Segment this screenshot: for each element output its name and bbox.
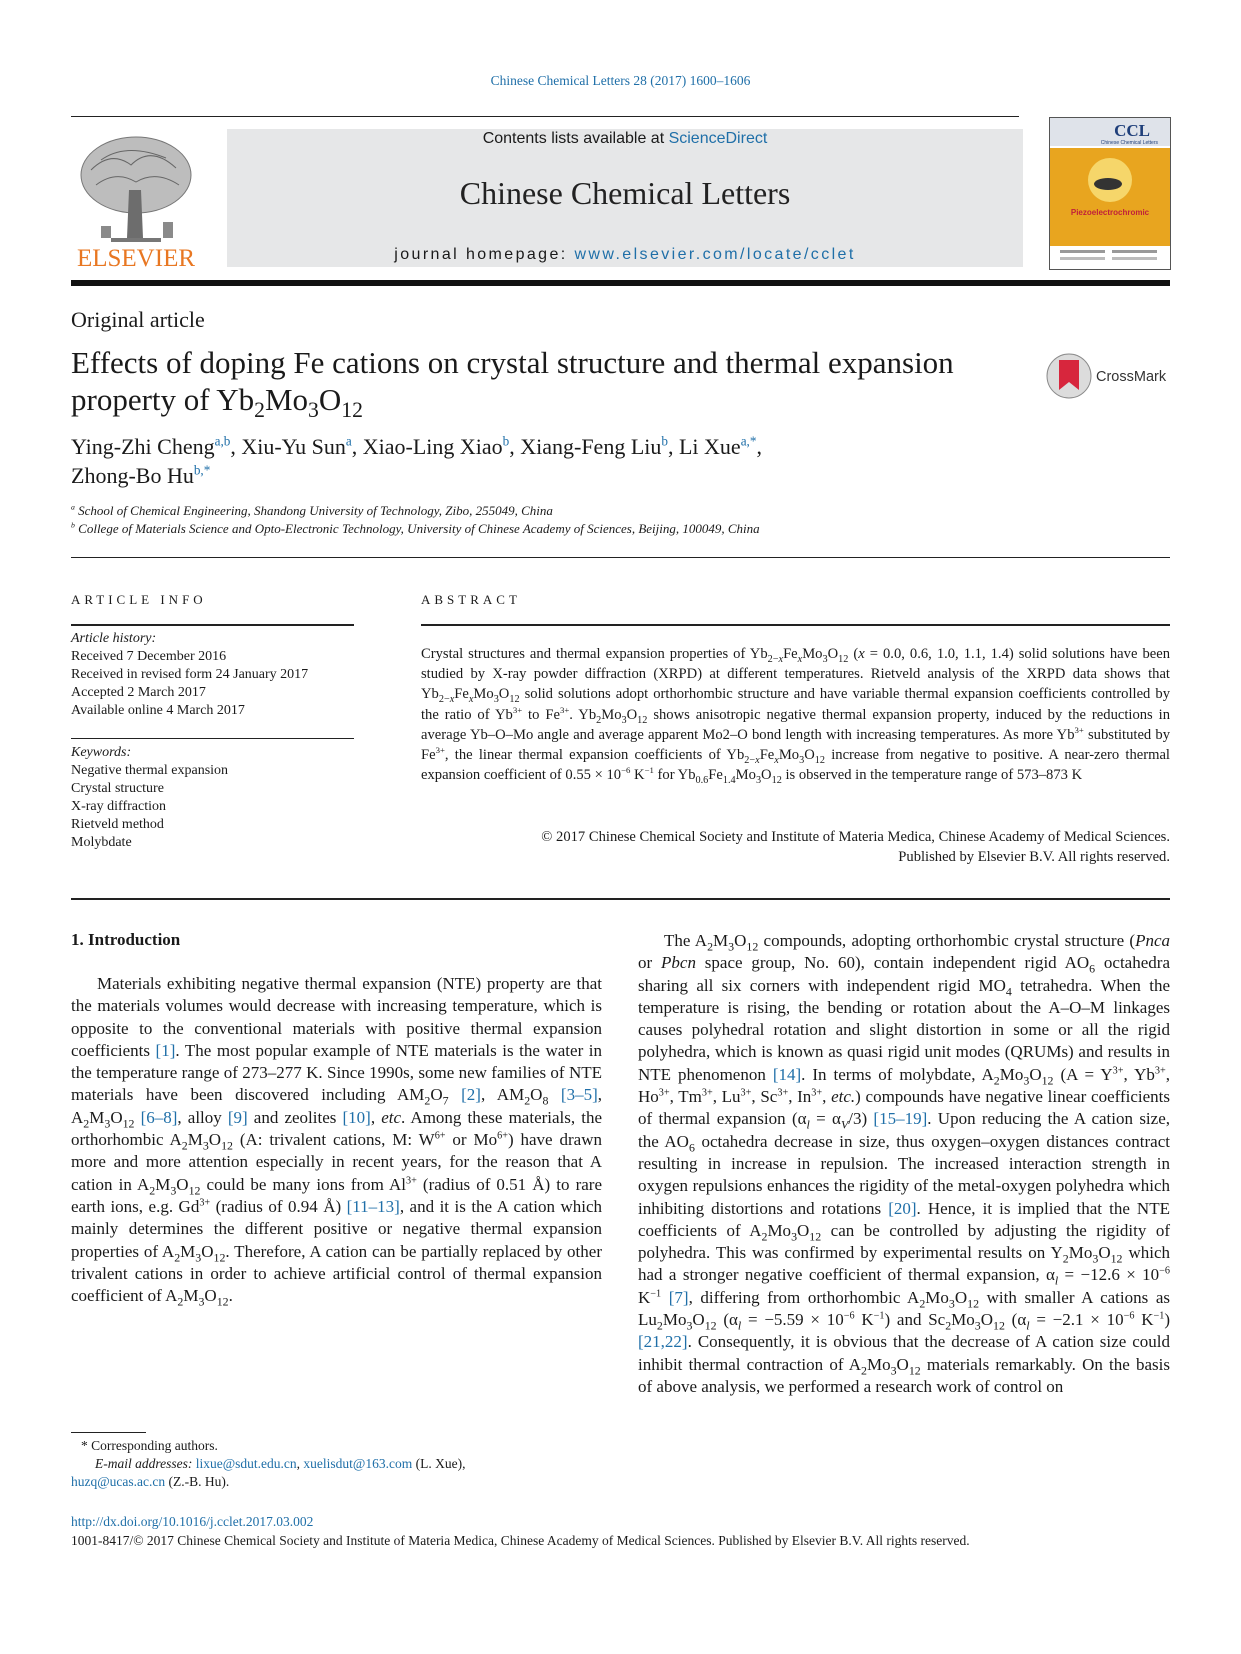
affiliation-b: $^b$ College of Materials Science and Opto-Electronic Technology, University of Chinese Academy of Sciences, Beijing, 100049, China [71,520,760,536]
abstract-copyright [421,827,1170,867]
email-note-cont: huzq@ucas.ac.cn (Z.-B. Hu). [71,1474,230,1489]
abstract-rule [421,624,1170,626]
cover-banner: Piezoelectrochromic [1070,208,1150,217]
citation-link[interactable]: [11–13] [346,1196,400,1216]
cover-title: CCL [1114,121,1150,140]
author[interactable]: Ying-Zhi Cheng$^{a,b}$ [71,433,231,459]
keywords-rule [71,738,354,739]
author[interactable]: Zhong-Bo Hu$^{b,*}$ [71,462,211,488]
doi-link[interactable]: http://dx.doi.org/10.1016/j.cclet.2017.03.002 [71,1514,314,1529]
history-label: Article history: [71,631,157,646]
body-column-right: The $A_2M_3O_{12}$ compounds, adopting orthorhombic crystal structure (Pnca or Pbcn space group, No. 60), contain independent rigid $AO_6$ octahedra sharing all six corners with independent rigid $MO_4$ tetrahedra. When the temperature is rising, the bending or rotation about the A–O–M linkages causes polyhedral rotation and slight distortion in some or all the rigid polyhedra, which is known as quasi rigid unit modes (QRUMs) and results in NTE phenomenon [14]. In terms of molybdate, $A_2Mo_3O_{12}$ ($A = Y^{3+}$, $Yb^{3+}$, $Ho^{3+}$, $Tm^{3+}$, $Lu^{3+}$, $Sc^{3+}$, $In^{3+}$, etc.) compounds have negative linear coefficients of thermal expansion $(\alpha_l = \alpha_V/3)$ [15–19]. Upon reducing the A cation size, the $AO_6$ octahedra decrease in size, thus oxygen–oxygen distances contract resulting in increase in repulsion. The increased interaction strength in oxygen repulsions enhances the rigidity of the metal-oxygen polyhedra which inhibiting distortions and rotations [20]. Hence, it is implied that the NTE coefficients of $A_2Mo_3O_{12}$ can be controlled by adjusting the rigidity of polyhedra. This was confirmed by experimental results on $Y_2Mo_3O_{12}$ which had a stronger negative coefficient of thermal expansion, $\alpha_l = -12.6 \times 10^{-6}$ $K^{-1}$ [7], differing from orthorhombic $A_2Mo_3O_{12}$ with smaller A cations as $Lu_2Mo_3O_{12}$ ($\alpha_l = -5.59 \times 10^{-6}$ $K^{-1}$) and $Sc_2Mo_3O_{12}$ ($\alpha_l = -2.1 \times 10^{-6}$ $K^{-1}$) [21,22]. Consequently, it is obvious that the decrease of A cation size could inhibit thermal contraction of $A_2Mo_3O_{12}$ materials remarkably. On the basis of above analysis, we performed a research work of control on [638,931,1171,1396]
history-item: Available online 4 March 2017 [71,703,245,718]
article-info-heading: ARTICLE INFO [71,592,207,607]
article-title [71,344,1031,423]
issn-copyright-line: 1001-8417/© 2017 Chinese Chemical Society and Institute of Materia Medica, Chinese Academy of Medical Sciences. Published by Elsevier B.V. All rights reserved. [71,1533,970,1548]
history-item: Received 7 December 2016 [71,649,227,664]
email-link[interactable]: xuelisdut@163.com [303,1456,413,1471]
author[interactable]: Xiang-Feng Liu$^b$ [520,433,668,459]
crossmark-badge[interactable] [1045,352,1175,400]
footnote-rule [71,1432,146,1433]
affiliations [71,502,1071,538]
history-item: Received in revised form 24 January 2017 [71,667,309,682]
author[interactable]: Li Xue$^{a,*}$ [678,433,757,459]
cover-subtitle: Chinese Chemical Letters [1100,140,1158,146]
citation-link[interactable]: [6–8] [140,1107,178,1127]
keywords-label: Keywords: [71,745,132,760]
title-line-2: property of $Yb_2Mo_3O_{12}$ [71,382,363,423]
journal-cover-thumbnail[interactable] [1049,117,1171,270]
header-thick-rule [71,280,1170,286]
keyword: Molybdate [71,835,132,850]
elsevier-logo [71,130,201,270]
copyright-line: © 2017 Chinese Chemical Society and Institute of Materia Medica, Chinese Academy of Medical Sciences. [541,829,1170,845]
crossmark-label: CrossMark [1096,369,1167,385]
affiliation-a: $^a$ School of Chemical Engineering, Shandong University of Technology, Zibo, 255049, China [71,502,553,518]
email-link[interactable]: huzq@ucas.ac.cn [71,1474,166,1489]
homepage-link[interactable]: www.elsevier.com/locate/cclet [574,246,856,263]
author[interactable]: Xiu-Yu Sun$^a$ [241,433,352,459]
corresponding-note: * Corresponding authors. [81,1438,218,1453]
author[interactable]: Xiao-Ling Xiao$^b$ [362,433,510,459]
header-rule [71,116,1019,117]
journal-name: Chinese Chemical Letters [459,175,791,211]
citation-link[interactable]: [10] [342,1107,371,1127]
citation-link[interactable]: [20] [888,1198,917,1218]
sciencedirect-link[interactable]: ScienceDirect [668,130,768,147]
introduction-heading: 1. Introduction [71,930,181,949]
section-rule [71,557,1170,558]
citation-link[interactable]: [21,22] [638,1332,688,1352]
citation-link[interactable]: [14] [772,1064,802,1084]
body-column-left: Materials exhibiting negative thermal expansion (NTE) property are that the materials volumes would decrease with increasing temperature, which is opposite to the conventional materials with positive thermal expansion coefficients [1]. The most popular example of NTE materials is the water in the temperature range of 273–277 K. Since 1990s, some new families of NTE materials have been discovered including $AM_2O_7$ [2], $AM_2O_8$ [3–5], $A_2M_3O_{12}$ [6–8], alloy [9] and zeolites [10], etc. Among these materials, the orthorhombic $A_2M_3O_{12}$ (A: trivalent cations, M: $W^{6+}$ or $Mo^{6+}$) have drawn more and more attention especially in recent years, for the reason that A cation in $A_2M_3O_{12}$ could be many ions from $Al^{3+}$ (radius of 0.51 Å) to rare earth ions, e.g. $Gd^{3+}$ (radius of 0.94 Å) [11–13], and it is the A cation which mainly determines the different positive or negative thermal expansion properties of $A_2M_3O_{12}$. Therefore, A cation can be partially replaced by other trivalent cations in order to achieve artificial control of thermal expansion coefficient of $A_2M_3O_{12}$. [71,974,603,1309]
elsevier-wordmark: ELSEVIER [76,245,196,270]
footnotes [71,1437,611,1491]
citation-link[interactable]: [9] [227,1107,248,1127]
article-history [71,630,361,720]
keyword: Crystal structure [71,781,164,796]
publisher-line: Published by Elsevier B.V. All rights reserved. [898,849,1170,865]
email-note: E-mail addresses: lixue@sdut.edu.cn, xuelisdut@163.com (L. Xue), [95,1456,466,1471]
citation-link[interactable]: [3–5] [560,1085,598,1105]
citation-link[interactable]: [7] [668,1287,689,1307]
article-type: Original article [71,307,205,332]
contents-prefix: Contents lists available at [482,130,669,147]
contents-line [227,130,1023,148]
keyword: Negative thermal expansion [71,763,229,778]
email-link[interactable]: lixue@sdut.edu.cn [195,1456,297,1471]
article-info-rule [71,624,354,626]
body-rule [71,898,1170,900]
abstract-heading: ABSTRACT [421,592,521,607]
abstract-text: Crystal structures and thermal expansion properties of $Yb_{2-x}Fe_xMo_3O_{12}$ (x = 0.0, 0.6, 1.0, 1.1, 1.4) solid solutions have been studied by X-ray powder diffraction (XRPD) at different temperatures. Rietveld analysis of the XRPD data shows that $Yb_{2-x}Fe_xMo_3O_{12}$ solid solutions adopt orthorhombic structure and have variable thermal expansion coefficients controlled by the ratio of $Yb^{3+}$ to $Fe^{3+}$. $Yb_2Mo_3O_{12}$ shows anisotropic negative thermal expansion property, induced by the reductions in average Yb–O–Mo angle and average apparent Mo2–O bond length with increasing temperatures. As more $Yb^{3+}$ substituted by $Fe^{3+}$, the linear thermal expansion coefficients of $Yb_{2-x}Fe_xMo_3O_{12}$ increase from negative to positive. A near-zero thermal expansion coefficient of $0.55 \times 10^{-6}$ $K^{-1}$ for $Yb_{0.6}Fe_{1.4}Mo_3O_{12}$ is observed in the temperature range of 573–873 K [421,646,1171,787]
keyword: X-ray diffraction [71,799,166,814]
author-list: Ying-Zhi Cheng$^{a,b}$, Xiu-Yu Sun$^a$, Xiao-Ling Xiao$^b$, Xiang-Feng Liu$^b$, Li Xue$^{a,*}$, Zhong-Bo Hu$^{b,*}$ [71,433,762,488]
citation-link[interactable]: [1] [155,1040,176,1060]
journal-reference[interactable]: Chinese Chemical Letters 28 (2017) 1600–1606 [490,73,751,88]
citation-link[interactable]: [2] [461,1085,481,1105]
keywords [71,744,361,852]
keyword: Rietveld method [71,817,164,832]
elsevier-tree-icon [71,130,201,270]
citation-link[interactable]: [15–19] [873,1109,928,1129]
title-line-1: Effects of doping Fe cations on crystal structure and thermal expansion [71,345,954,380]
history-item: Accepted 2 March 2017 [71,685,206,700]
homepage-line [227,246,1023,264]
homepage-prefix: journal homepage: [394,246,575,263]
